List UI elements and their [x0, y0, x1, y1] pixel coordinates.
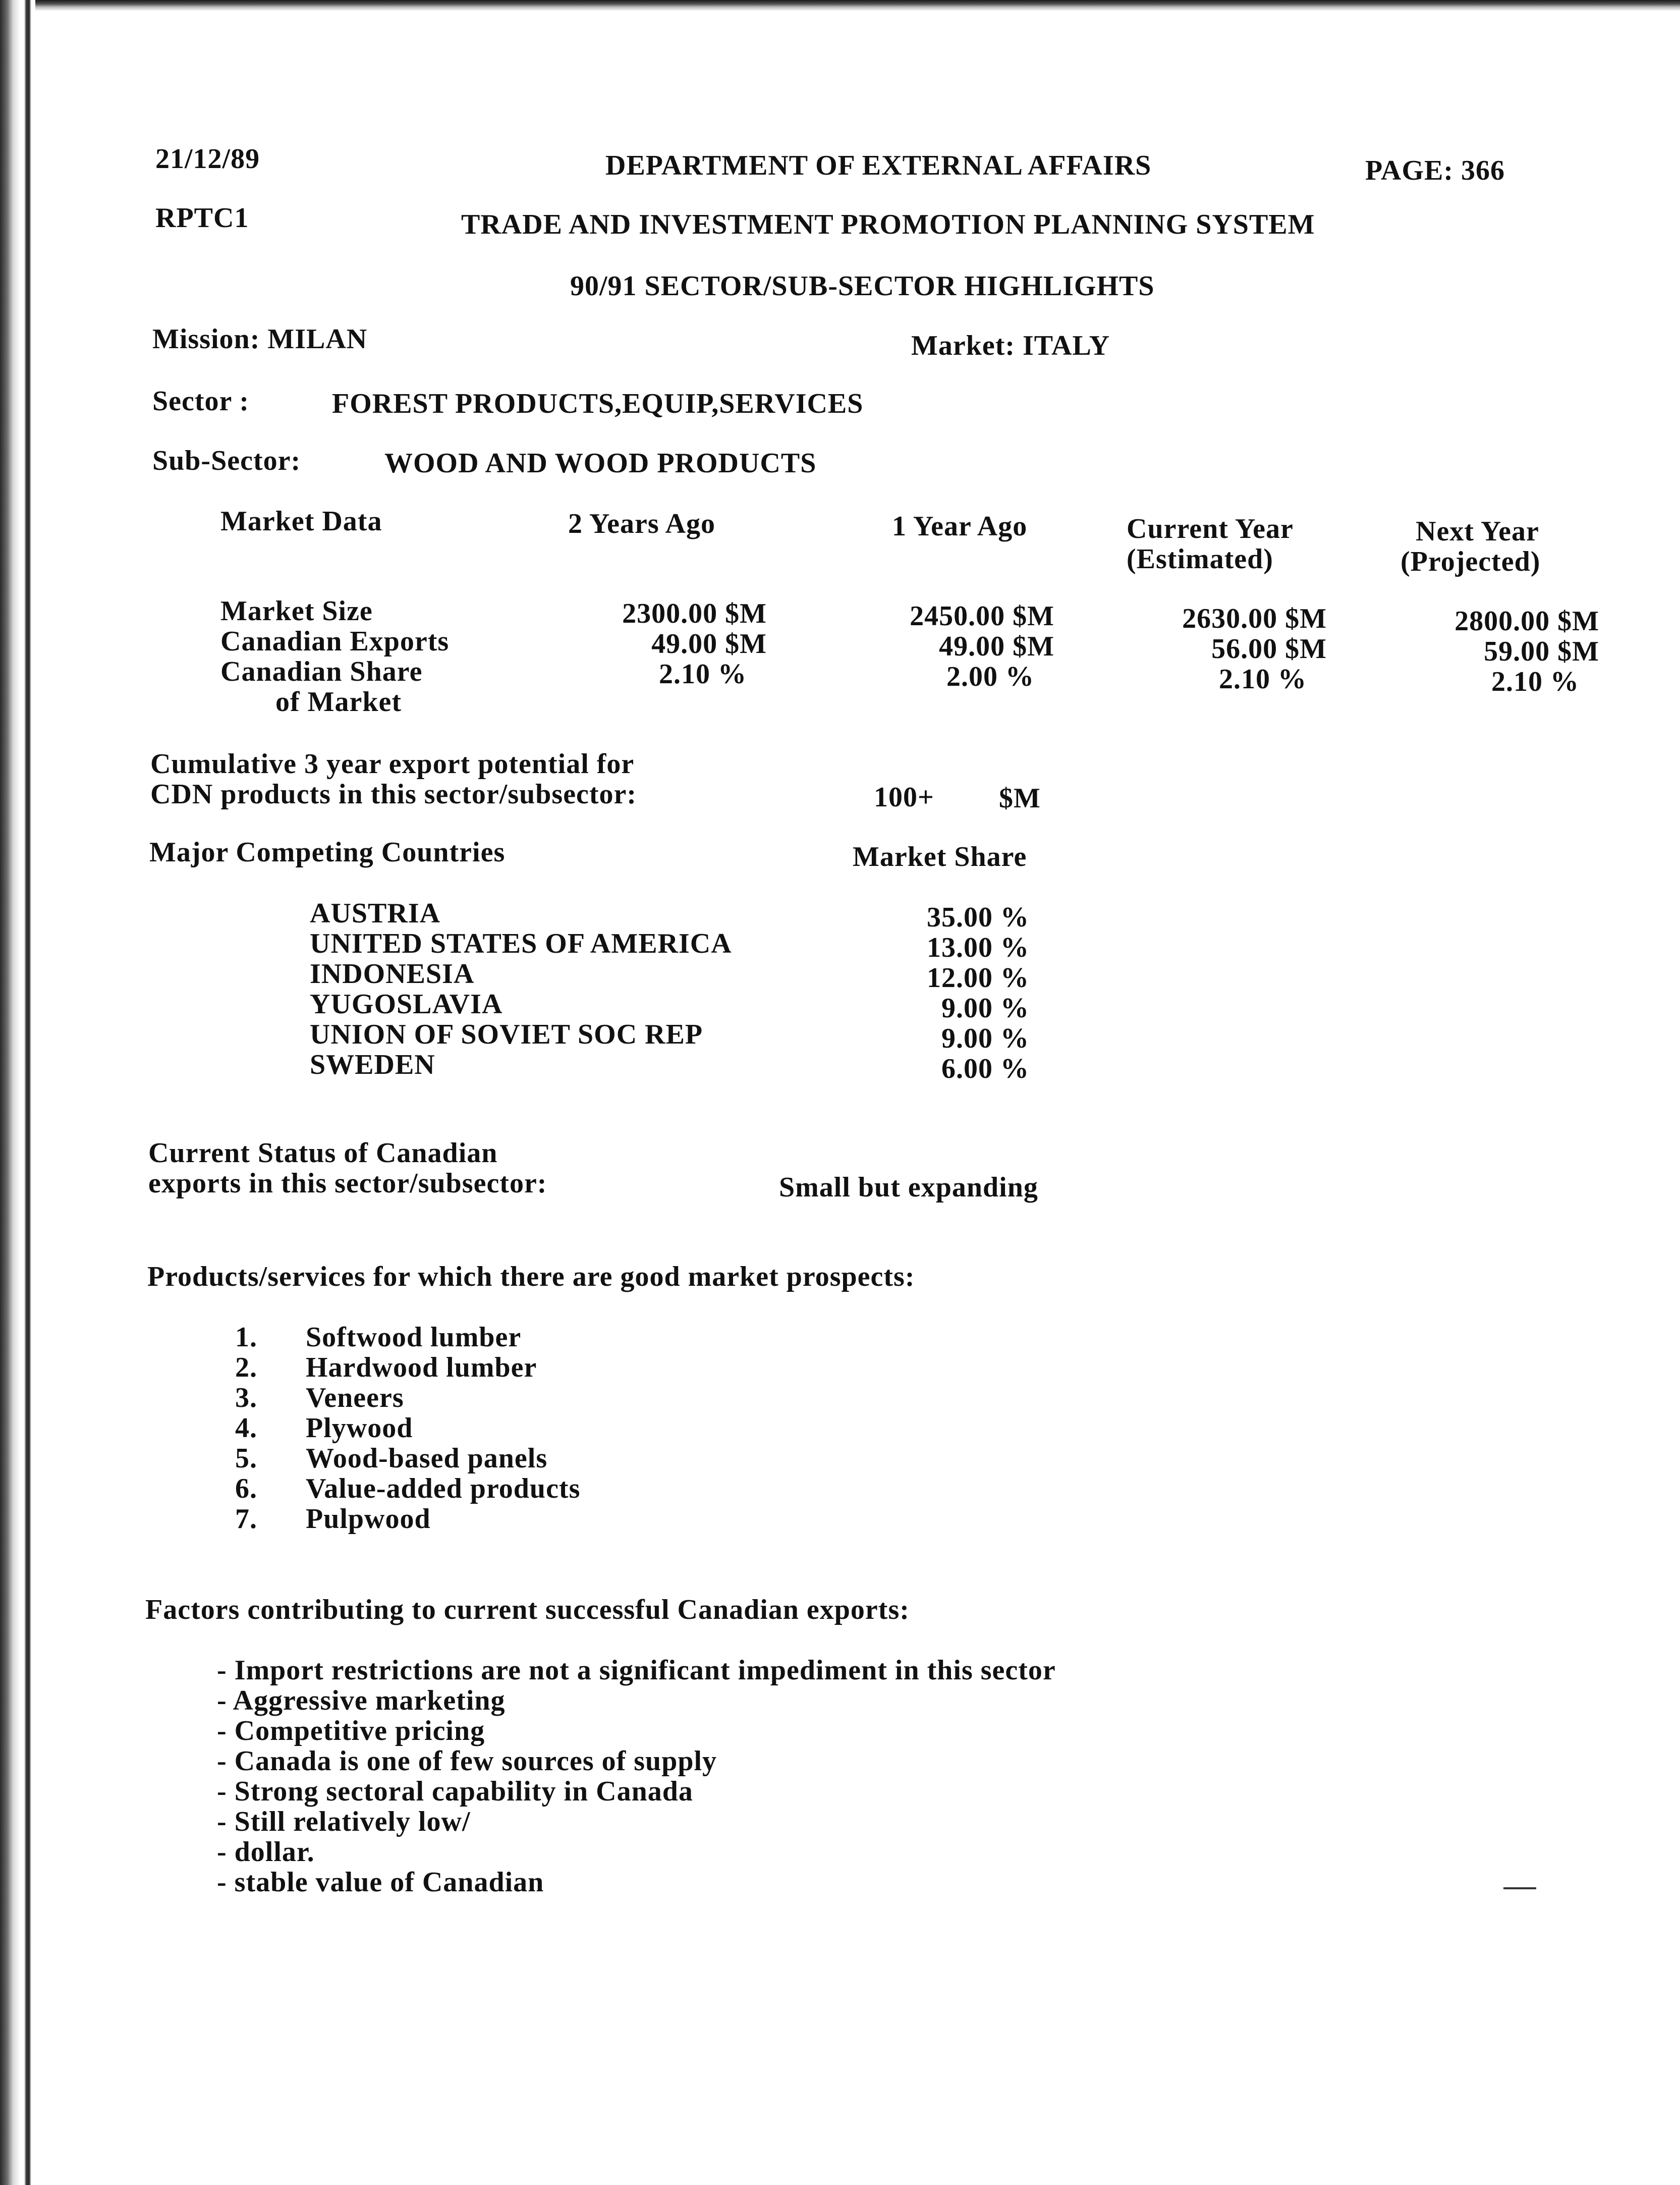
factor-item: - Aggressive marketing [217, 1685, 506, 1716]
market-table-header-estimated: (Estimated) [1127, 543, 1273, 575]
prospect-item: Plywood [306, 1412, 413, 1444]
market-size-1-year-ago: 2450.00 $M [910, 600, 1054, 632]
page-number: PAGE: 366 [1365, 155, 1505, 186]
market-table-header-projected: (Projected) [1401, 546, 1541, 577]
competitor-share: 9.00 % [941, 1023, 1029, 1054]
prospect-number: 4. [235, 1412, 257, 1444]
canadian-share-2-years-ago: 2.10 % [659, 659, 747, 690]
prospect-item: Pulpwood [306, 1503, 431, 1535]
competitor-country: UNION OF SOVIET SOC REP [310, 1019, 703, 1050]
market-table-header-next-year: Next Year [1416, 516, 1539, 547]
factor-item: - Import restrictions are not a significant impediment in this sector [217, 1655, 1056, 1686]
prospect-number: 7. [235, 1503, 257, 1535]
canadian-exports-next-year: 59.00 $M [1484, 636, 1599, 667]
prospect-item: Wood-based panels [306, 1443, 548, 1474]
competitor-country: SWEDEN [310, 1049, 435, 1080]
prospect-number: 6. [235, 1473, 257, 1504]
subsector-label: Sub-Sector: [152, 445, 301, 476]
competitor-share: 9.00 % [941, 993, 1029, 1024]
mission-label: Mission: MILAN [152, 323, 368, 355]
canadian-share-label: Canadian Share [220, 656, 423, 687]
export-potential-unit: $M [999, 783, 1041, 814]
canadian-share-current-year: 2.10 % [1219, 664, 1307, 695]
export-potential-line2: CDN products in this sector/subsector: [150, 779, 637, 810]
report-subtitle: 90/91 SECTOR/SUB-SECTOR HIGHLIGHTS [570, 270, 1155, 302]
sector-value: FOREST PRODUCTS,EQUIP,SERVICES [332, 388, 864, 419]
canadian-share-label-line2: of Market [275, 686, 402, 718]
sector-label: Sector : [152, 386, 249, 417]
competitors-share-header: Market Share [853, 841, 1027, 872]
competitor-country: INDONESIA [310, 958, 475, 990]
factor-item: - Strong sectoral capability in Canada [217, 1776, 693, 1807]
competitor-share: 12.00 % [927, 962, 1029, 994]
factor-item: - Competitive pricing [217, 1715, 485, 1746]
prospect-item: Softwood lumber [306, 1322, 522, 1353]
stray-mark [1503, 1887, 1536, 1889]
status-line2: exports in this sector/subsector: [148, 1168, 547, 1199]
department-title: DEPARTMENT OF EXTERNAL AFFAIRS [605, 150, 1152, 181]
market-size-2-years-ago: 2300.00 $M [622, 598, 767, 629]
market-table-header-1-year-ago: 1 Year Ago [892, 511, 1028, 542]
market-table-header-current-year: Current Year [1127, 513, 1294, 544]
canadian-exports-current-year: 56.00 $M [1211, 633, 1327, 665]
prospect-number: 1. [235, 1322, 257, 1353]
market-label: Market: ITALY [911, 330, 1110, 361]
competitor-country: AUSTRIA [310, 898, 441, 929]
competitor-share: 13.00 % [927, 932, 1029, 963]
canadian-exports-label: Canadian Exports [220, 626, 450, 657]
factor-item: - dollar. [217, 1836, 315, 1868]
canadian-exports-1-year-ago: 49.00 $M [939, 631, 1054, 662]
competitors-title: Major Competing Countries [149, 837, 506, 868]
prospect-number: 2. [235, 1352, 257, 1383]
subsector-value: WOOD AND WOOD PRODUCTS [384, 448, 817, 479]
canadian-share-1-year-ago: 2.00 % [946, 661, 1034, 692]
canadian-exports-2-years-ago: 49.00 $M [651, 628, 767, 660]
export-potential-value: 100+ [874, 782, 934, 813]
prospect-item: Veneers [306, 1382, 404, 1413]
competitor-country: UNITED STATES OF AMERICA [310, 928, 732, 959]
factor-item: - Canada is one of few sources of supply [217, 1745, 717, 1777]
market-table-header-2-years-ago: 2 Years Ago [568, 508, 716, 539]
canadian-share-next-year: 2.10 % [1491, 666, 1579, 697]
scan-edge-top [0, 0, 1680, 11]
market-size-label: Market Size [220, 595, 373, 627]
prospect-item: Hardwood lumber [306, 1352, 537, 1383]
status-line1: Current Status of Canadian [148, 1137, 498, 1169]
market-size-next-year: 2800.00 $M [1454, 606, 1599, 637]
scan-edge-left [0, 0, 35, 2185]
factors-title: Factors contributing to current successful Canadian exports: [145, 1594, 910, 1625]
competitor-share: 35.00 % [927, 902, 1029, 933]
prospect-item: Value-added products [306, 1473, 581, 1504]
market-table-header-label: Market Data [220, 506, 382, 537]
export-potential-line1: Cumulative 3 year export potential for [150, 748, 635, 780]
market-size-current-year: 2630.00 $M [1182, 603, 1327, 634]
competitor-share: 6.00 % [941, 1053, 1029, 1084]
competitor-country: YUGOSLAVIA [310, 989, 503, 1020]
system-title: TRADE AND INVESTMENT PROMOTION PLANNING SYSTEM [461, 209, 1315, 240]
report-date: 21/12/89 [155, 143, 260, 175]
prospect-number: 5. [235, 1443, 257, 1474]
factor-item: - Still relatively low/ [217, 1806, 471, 1837]
prospects-title: Products/services for which there are good market prospects: [147, 1261, 915, 1292]
report-code: RPTC1 [155, 202, 249, 234]
status-value: Small but expanding [779, 1172, 1038, 1203]
prospect-number: 3. [235, 1382, 257, 1413]
factor-item: - stable value of Canadian [217, 1867, 544, 1898]
